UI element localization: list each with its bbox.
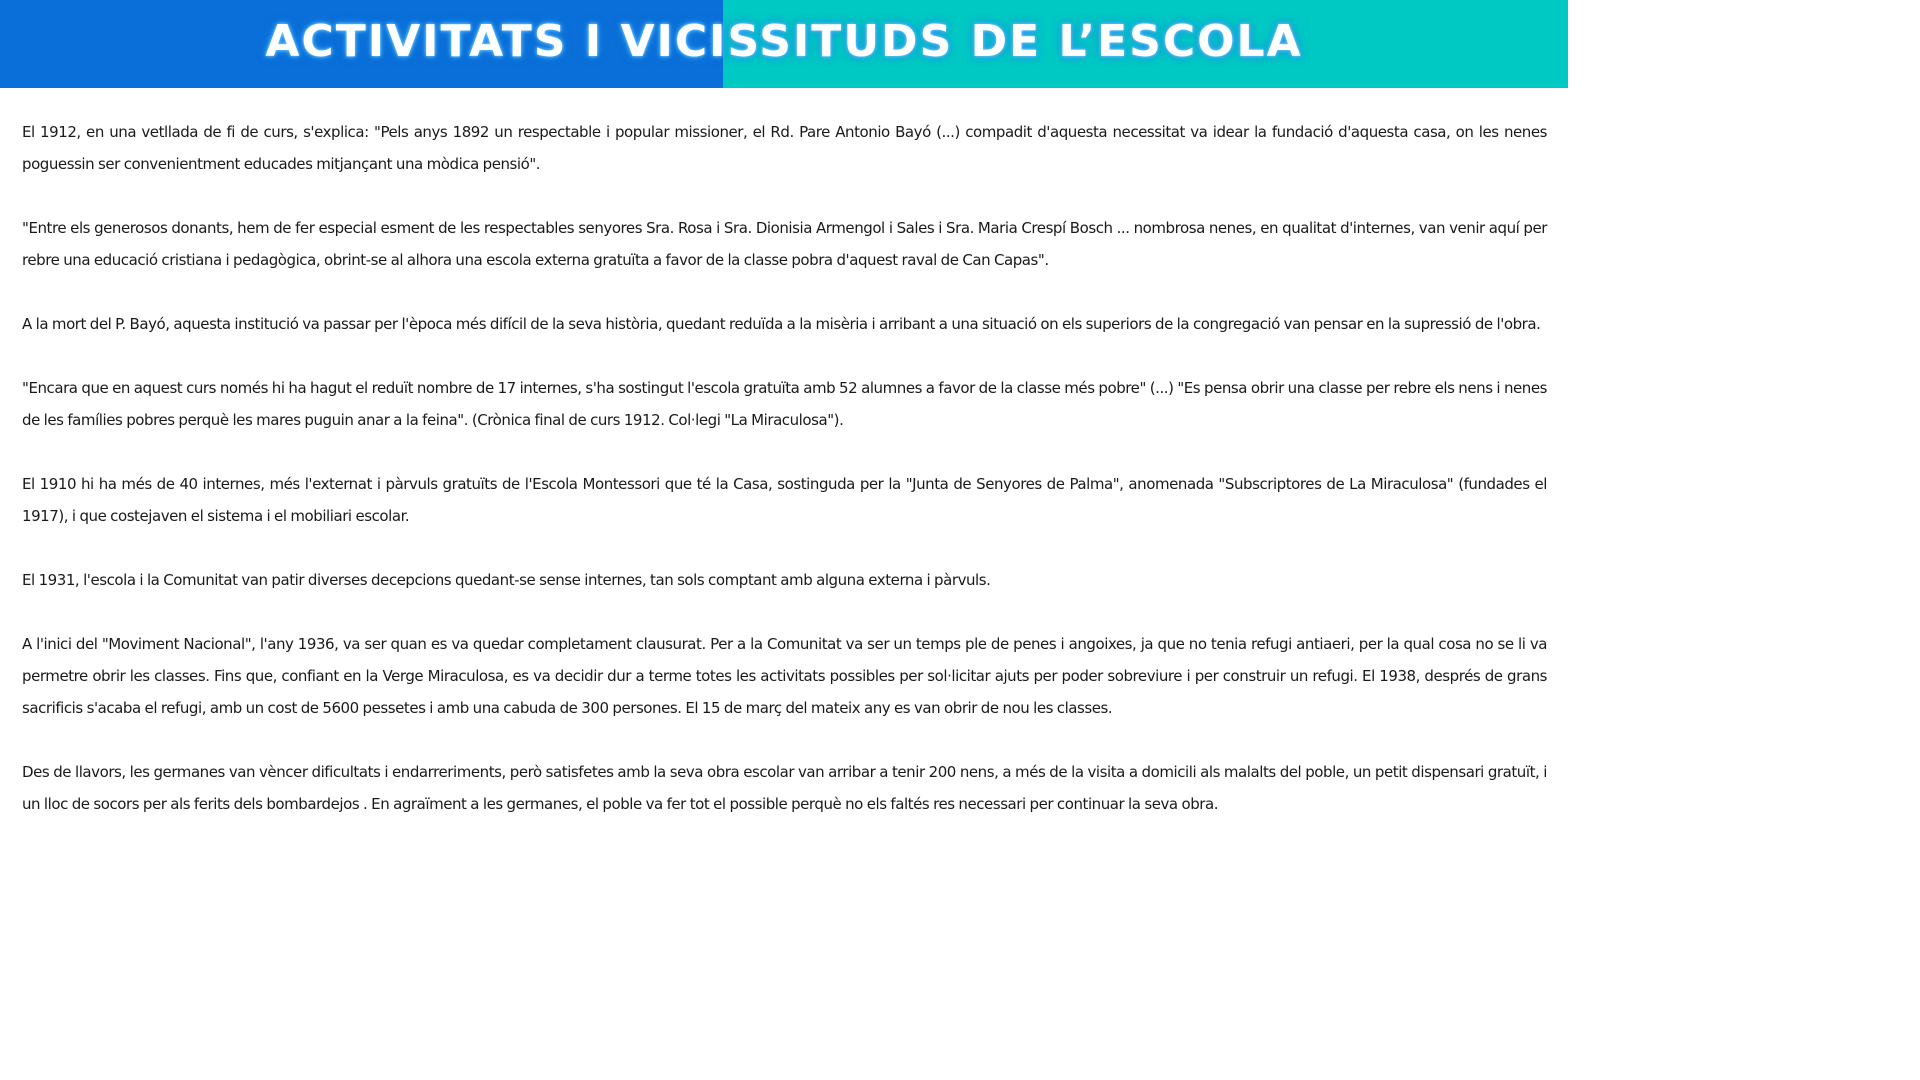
paragraph-mort-bayo: A la mort del P. Bayó, aquesta institució va passar per l'època més difícil de la seva història, quedant reduïda a la misèria i arribant a una situació on els superiors de la congregació van pensar en la supressió de l'obra.: [22, 315, 1541, 333]
paragraph-des-de-llavors: Des de llavors, les germanes van vèncer dificultats i endarreriments, però satisfetes amb la seva obra escolar van arribar a tenir 200 nens, a més de la visita a domicili als malalts del poble, un petit dispensari gratuït, i un lloc de socors per als ferits dels bombardejos . En agraïment a les germanes, el poble va fer tot el possible perquè no els faltés res necessari per continuar la seva obra.: [22, 763, 1547, 813]
paragraph-1912-vetllada: El 1912, en una vetllada de fi de curs, s'explica: "Pels anys 1892 un respectable i popular missioner, el Rd. Pare Antonio Bayó (...) compadit d'aquesta necessitat va idear la fundació d'aquesta casa, on les nenes poguessin ser convenientment educades mitjançant una mòdica pensió".: [22, 123, 1547, 173]
paragraph-1936-refugi: A l'inici del "Moviment Nacional", l'any 1936, va ser quan es va quedar completament clausurat. Per a la Comunitat va ser un temps ple de penes i angoixes, ja que no tenia refugi antiaeri, per la qual cosa no se li va permetre obrir les classes. Fins que, confiant en la Verge Miraculosa, es va decidir dur a terme totes les activitats possibles per sol·licitar ajuts per poder sobreviure i per construir un refugi. El 1938, després de grans sacrificis s'acaba el refugi, amb un cost de 5600 pessetes i amb una cabuda de 300 persones. El 15 de març del mateix any es van obrir de nou les classes.: [22, 635, 1547, 717]
paragraph-donants: "Entre els generosos donants, hem de fer especial esment de les respectables senyores Sra. Rosa i Sra. Dionisia Armengol i Sales i Sra. Maria Crespí Bosch ... nombrosa nenes, en qualitat d'internes, van venir aquí per rebre una educació cristiana i pedagògica, obrint-se al alhora una escola externa gratuïta a favor de la classe pobra d'aquest raval de Can Capas".: [22, 219, 1547, 269]
page-title: ACTIVITATS I VICISSITUDS DE L’ESCOLA: [265, 16, 1303, 67]
paragraph-1931: El 1931, l'escola i la Comunitat van patir diverses decepcions quedant-se sense internes, tan sols comptant amb alguna externa i pàrvuls.: [22, 571, 991, 589]
paragraph-cronica-1912: "Encara que en aquest curs només hi ha hagut el reduït nombre de 17 internes, s'ha sostingut l'escola gratuïta amb 52 alumnes a favor de la classe més pobre" (...) "Es pensa obrir una classe per rebre els nens i nenes de les famílies pobres perquè les mares puguin anar a la feina". (Crònica final de curs 1912. Col·legi "La Miraculosa").: [22, 379, 1547, 429]
body-text: [22, 116, 1547, 852]
paragraph-1910-internes: El 1910 hi ha més de 40 internes, més l'externat i pàrvuls gratuïts de l'Escola Montessori que té la Casa, sostinguda per la "Junta de Senyores de Palma", anomenada "Subscriptores de La Miraculosa" (fundades el 1917), i que costejaven el sistema i el mobiliari escolar.: [22, 475, 1547, 525]
title-banner: [0, 0, 1568, 88]
